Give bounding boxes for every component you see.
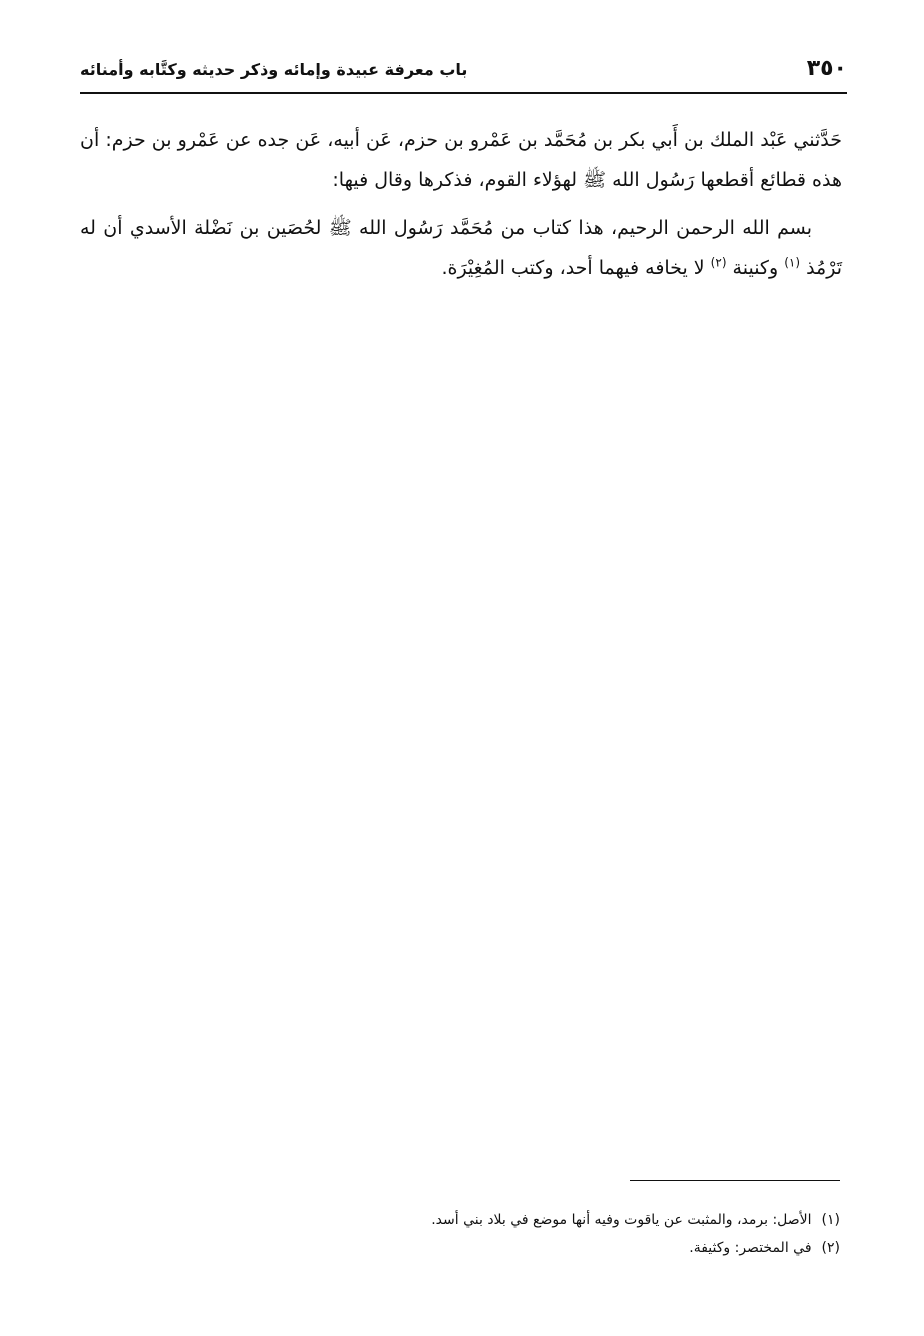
footnote-reference-2[interactable]: (٢) <box>710 255 727 270</box>
letter-text-part-1: بسم الله الرحمن الرحيم، هذا كتاب من مُحَمَّد رَسُول الله ﷺ لحُصَين بن نَضْلة الأسدي أن له تَرْمُذ <box>80 217 842 279</box>
footnote-reference-1[interactable]: (١) <box>784 255 801 270</box>
footnote-2 <box>200 1234 840 1262</box>
letter-text-part-3: لا يخافه فيهما أحد، وكتب المُغِيْرَة. <box>441 257 705 279</box>
page-number: ٣٥٠ <box>806 56 847 81</box>
footnote-text: الأصل: برمد، والمثبت عن ياقوت وفيه أنها موضع في بلاد بني أسد. <box>431 1212 812 1228</box>
footnotes <box>200 1206 840 1262</box>
running-title: باب معرفة عبيدة وإمائه وذكر حديثه وكتَّابه وأمنائه <box>80 60 468 79</box>
footnote-number: (٢) <box>821 1240 840 1256</box>
header-rule <box>80 92 847 94</box>
paragraph-letter <box>80 208 842 288</box>
paragraph-isnad: حَدَّثني عَبْد الملك بن أَبي بكر بن مُحَمَّد بن عَمْرو بن حزم، عَن أبيه، عَن جده عن عَمْرو بن حزم: أن هذه قطائع أقطعها رَسُول الله ﷺ لهؤلاء القوم، فذكرها وقال فيها: <box>80 129 842 191</box>
footnote-text: في المختصر: وكثيفة. <box>689 1240 812 1256</box>
page-header <box>80 54 847 94</box>
letter-text-part-2: وكنينة <box>732 257 779 279</box>
main-text <box>80 120 842 288</box>
footnote-number: (١) <box>821 1212 840 1228</box>
footnote-separator <box>630 1180 840 1181</box>
footnote-1 <box>200 1206 840 1234</box>
